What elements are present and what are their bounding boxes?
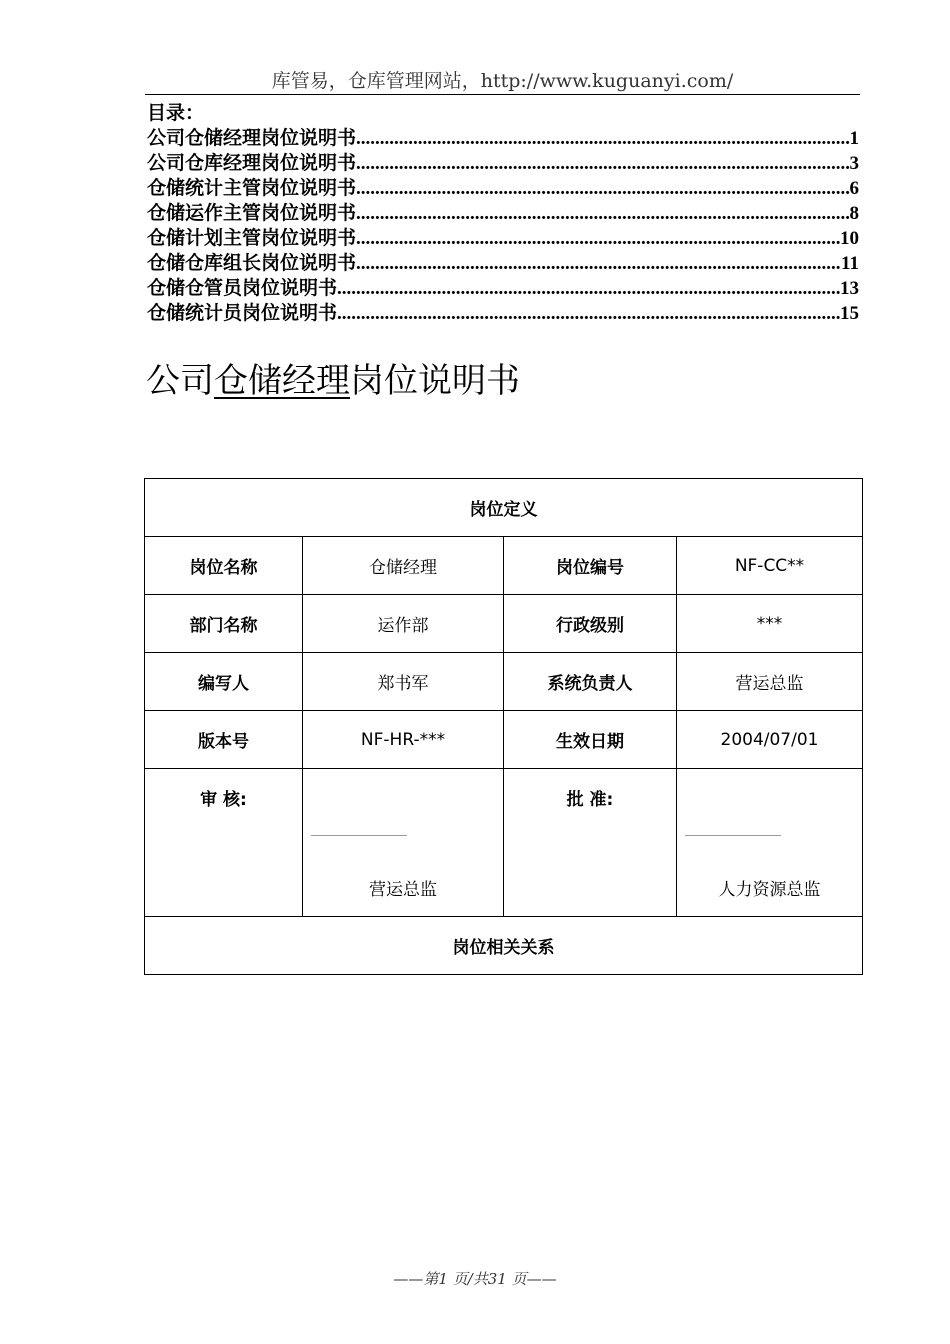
table-row (145, 537, 863, 595)
field-label: 系统负责人 (504, 653, 677, 711)
field-label: 行政级别 (504, 595, 677, 653)
toc-list (147, 126, 859, 326)
toc-leader-dots (356, 251, 841, 276)
toc-leader-dots (337, 276, 840, 301)
field-label: 部门名称 (145, 595, 303, 653)
approve-label: 批 准: (566, 790, 614, 810)
field-value: NF-CC** (677, 537, 863, 595)
toc-entry-title: 仓储仓库组长岗位说明书 (147, 252, 357, 274)
toc-entry[interactable] (147, 201, 859, 226)
toc-leader-dots (356, 201, 849, 226)
page-header: 库管易，仓库管理网站，http://www.kuguanyi.com/ (271, 70, 734, 92)
header-divider (145, 94, 860, 95)
job-description-table (144, 478, 863, 975)
toc-entry-page: 6 (849, 178, 859, 199)
toc-entry[interactable] (147, 226, 859, 251)
approve-label-cell (504, 769, 677, 917)
title-prefix: 公司 (146, 361, 214, 401)
field-value: NF-HR-*** (303, 711, 504, 769)
field-label: 编写人 (145, 653, 303, 711)
toc-entry[interactable] (147, 251, 859, 276)
field-value: *** (677, 595, 863, 653)
document-title (146, 353, 520, 402)
toc-leader-dots (356, 176, 849, 201)
toc-entry[interactable] (147, 151, 859, 176)
section-relations-header: 岗位相关关系 (145, 917, 863, 975)
toc-leader-dots (337, 301, 840, 326)
table-row (145, 653, 863, 711)
toc-entry-title: 公司仓储经理岗位说明书 (147, 127, 357, 149)
approve-signature-cell (677, 769, 863, 917)
field-value: 郑书军 (303, 653, 504, 711)
field-label: 岗位编号 (504, 537, 677, 595)
toc-entry-title: 仓储统计员岗位说明书 (147, 302, 338, 324)
field-value: 营运总监 (677, 653, 863, 711)
signature-row (145, 769, 863, 917)
toc-entry[interactable] (147, 126, 859, 151)
field-value: 仓储经理 (303, 537, 504, 595)
section-definition-header: 岗位定义 (145, 479, 863, 537)
table-section-row (145, 479, 863, 537)
table-of-contents (147, 101, 859, 326)
review-signer: 营运总监 (369, 880, 437, 900)
toc-entry-page: 8 (849, 203, 859, 224)
field-label: 生效日期 (504, 711, 677, 769)
title-position-name: 仓储经理 (214, 361, 350, 401)
field-label: 岗位名称 (145, 537, 303, 595)
table-row (145, 595, 863, 653)
review-signature-line (311, 835, 407, 836)
toc-entry[interactable] (147, 301, 859, 326)
approve-signature-line (685, 835, 781, 836)
title-suffix: 岗位说明书 (350, 361, 520, 401)
toc-entry-page: 3 (849, 153, 859, 174)
toc-leader-dots (356, 226, 840, 251)
table-row (145, 711, 863, 769)
toc-entry-page: 15 (840, 303, 859, 324)
toc-entry-title: 仓储统计主管岗位说明书 (147, 177, 357, 199)
review-signature-cell (303, 769, 504, 917)
field-label: 版本号 (145, 711, 303, 769)
page-footer: ——第1 页/共31 页—— (393, 1270, 557, 1288)
toc-entry-title: 仓储仓管员岗位说明书 (147, 277, 338, 299)
toc-heading: 目录： (147, 102, 205, 124)
toc-entry-title: 公司仓库经理岗位说明书 (147, 152, 357, 174)
field-value: 2004/07/01 (677, 711, 863, 769)
field-value: 运作部 (303, 595, 504, 653)
toc-entry-page: 10 (840, 228, 859, 249)
toc-entry-page: 11 (841, 253, 859, 274)
toc-entry-title: 仓储运作主管岗位说明书 (147, 202, 357, 224)
toc-leader-dots (356, 151, 849, 176)
toc-entry-title: 仓储计划主管岗位说明书 (147, 227, 357, 249)
approve-signer: 人力资源总监 (718, 880, 821, 900)
toc-entry[interactable] (147, 176, 859, 201)
toc-entry-page: 13 (840, 278, 859, 299)
review-label: 审 核: (200, 790, 247, 810)
table-section-row (145, 917, 863, 975)
review-label-cell (145, 769, 303, 917)
toc-leader-dots (356, 126, 849, 151)
toc-entry-page: 1 (849, 128, 859, 149)
toc-entry[interactable] (147, 276, 859, 301)
